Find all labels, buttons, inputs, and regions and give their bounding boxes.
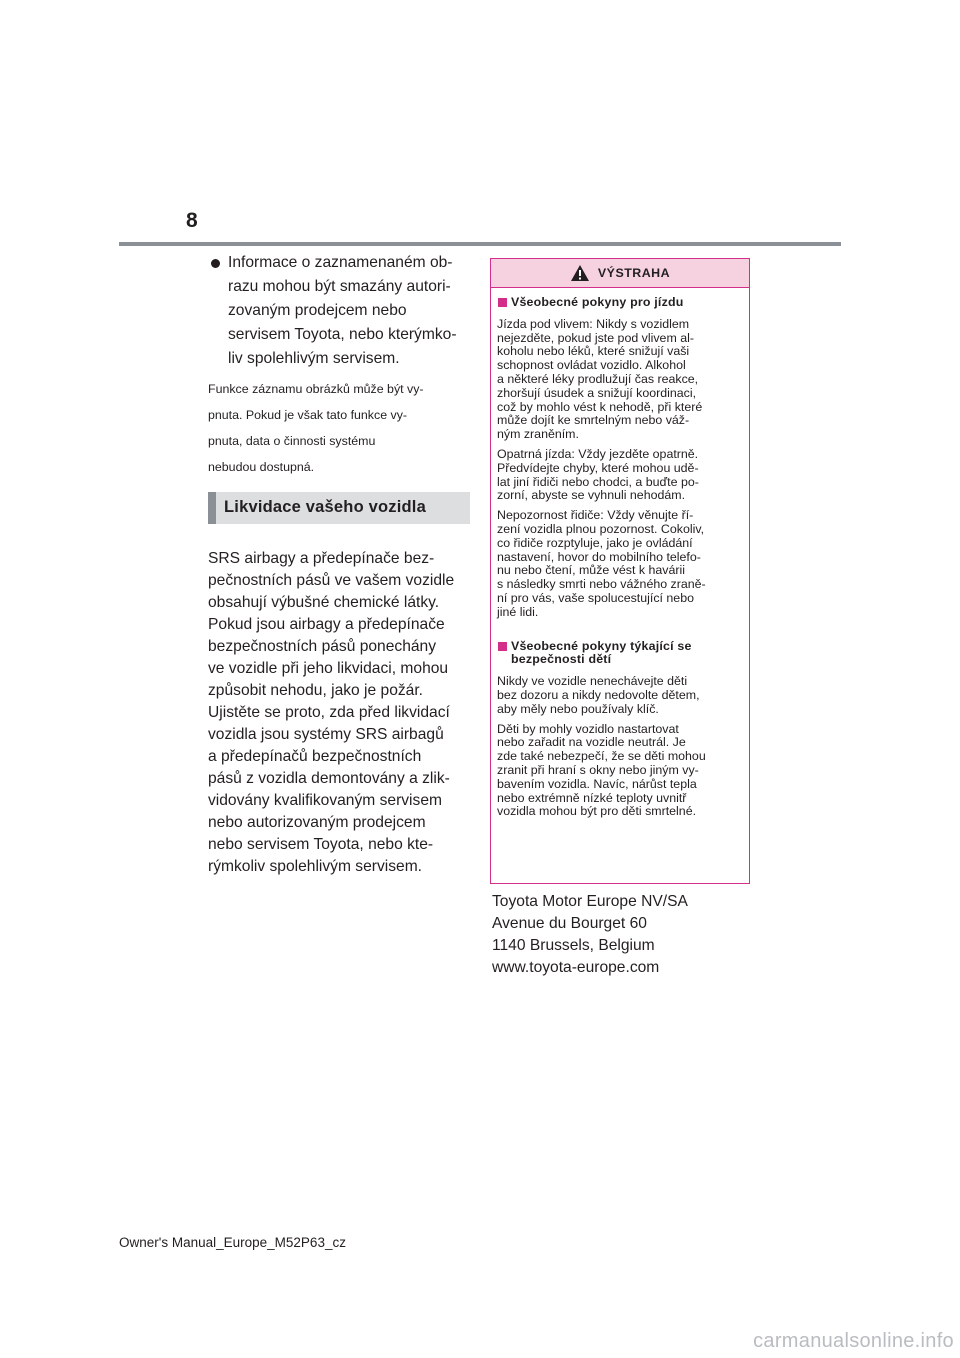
body-line: Pokud jsou airbagy a předepínače bbox=[208, 615, 445, 633]
warning-line: s následky smrti nebo vážného zraně- bbox=[497, 577, 706, 592]
warning-line: bavením vozidla. Navíc, nárůst tepla bbox=[497, 776, 697, 791]
warning-line: zorní, abyste se vyhnuli nehodám. bbox=[497, 488, 686, 503]
note-line: pnuta, data o činnosti systému bbox=[208, 434, 376, 449]
note-line: Funkce záznamu obrázků může být vy- bbox=[208, 382, 424, 397]
footer-text: Owner's Manual_Europe_M52P63_cz bbox=[119, 1235, 346, 1250]
warning-line: lat jiní řidiči nebo chodci, a buďte po- bbox=[497, 474, 699, 489]
warning-line: Předvídejte chyby, které mohou udě- bbox=[497, 460, 699, 475]
warning-line: zde také nebezpečí, že se děti mohou bbox=[497, 749, 706, 764]
section-heading bbox=[208, 492, 470, 524]
body-line: vozidla jsou systémy SRS airbagů bbox=[208, 725, 444, 743]
spacer bbox=[497, 626, 741, 636]
warning-line: zranit při hraní s okny nebo jiným vy- bbox=[497, 762, 699, 777]
warning-paragraph bbox=[497, 509, 741, 619]
warning-paragraph bbox=[497, 448, 741, 503]
warning-line: Nepozornost řidiče: Vždy věnujte ří- bbox=[497, 508, 694, 523]
company-name: Toyota Motor Europe NV/SA bbox=[492, 893, 688, 910]
warning-line: zení vozidla plnou pozornost. Cokoliv, bbox=[497, 521, 705, 536]
body-line: obsahují výbušné chemické látky. bbox=[208, 593, 440, 611]
city-address: 1140 Brussels, Belgium bbox=[492, 937, 655, 954]
body-line: rýmkoliv spolehlivým servisem. bbox=[208, 857, 423, 875]
warning-line: koholu nebo léků, které snižují vaši bbox=[497, 344, 690, 359]
warning-line: schopnost ovládat vozidlo. Alkohol bbox=[497, 358, 686, 373]
bullet-line: razu mohou být smazány autori- bbox=[228, 278, 451, 295]
warning-line: Jízda pod vlivem: Nikdy s vozidlem bbox=[497, 316, 690, 331]
left-column bbox=[208, 251, 470, 878]
warning-box bbox=[490, 258, 750, 884]
note-line: nebudou dostupná. bbox=[208, 460, 315, 475]
warning-line: nastavení, hovor do mobilního telefo- bbox=[497, 549, 701, 564]
warning-paragraph bbox=[497, 318, 741, 442]
square-bullet-icon bbox=[498, 298, 507, 307]
body-line: nebo autorizovaným prodejcem bbox=[208, 813, 426, 831]
bullet-line: Informace o zaznamenaném ob- bbox=[228, 254, 453, 271]
body-line: a předepínačů bezpečnostních bbox=[208, 747, 422, 765]
watermark: carmanualsonline.info bbox=[753, 1330, 954, 1352]
warning-line: může dojít ke smrtelným nebo váž- bbox=[497, 413, 690, 428]
body-line: vidovány kvalifikovaným servisem bbox=[208, 791, 442, 809]
warning-line: nebo extrémně nízké teploty uvnitř bbox=[497, 790, 687, 805]
warning-line: nejezděte, pokud jste pod vlivem al- bbox=[497, 330, 694, 345]
warning-line: vozidla mohou být pro děti smrtelné. bbox=[497, 804, 697, 819]
warning-subheading bbox=[497, 640, 741, 668]
warning-line: nu nebo čtení, může vést k havárii bbox=[497, 563, 686, 578]
warning-subheading bbox=[497, 296, 741, 310]
body-line: pečnostních pásů ve vašem vozidle bbox=[208, 571, 455, 589]
body-line: ve vozidle při jeho likvidaci, mohou bbox=[208, 659, 449, 677]
address-block bbox=[492, 891, 688, 979]
warning-line: Opatrná jízda: Vždy jezděte opatrně. bbox=[497, 446, 699, 461]
body-line: SRS airbagy a předepínače bez- bbox=[208, 549, 435, 567]
street-address: Avenue du Bourget 60 bbox=[492, 915, 647, 932]
section-title: Likvidace vašeho vozidla bbox=[224, 498, 426, 517]
warning-triangle-icon bbox=[570, 264, 590, 282]
warning-line: co řidiče rozptyluje, jako je ovládání bbox=[497, 535, 693, 550]
warning-line: aby měly nebo používaly klíč. bbox=[497, 701, 659, 716]
warning-line: a některé léky prodlužují čas reakce, bbox=[497, 371, 699, 386]
bullet-line: servisem Toyota, nebo kterýmko- bbox=[228, 326, 457, 343]
body-line: nebo servisem Toyota, nebo kte- bbox=[208, 835, 434, 853]
body-line: bezpečnostních pásů ponechány bbox=[208, 637, 437, 655]
bullet-item bbox=[208, 251, 470, 371]
warning-line: což by mohlo vést k nehodě, při které bbox=[497, 399, 703, 414]
page-number: 8 bbox=[186, 209, 198, 232]
note bbox=[208, 383, 470, 474]
body-line: Ujistěte se proto, zda před likvidací bbox=[208, 703, 450, 721]
square-bullet-icon bbox=[498, 642, 507, 651]
header-rule bbox=[119, 242, 841, 246]
warning-line: zhoršují úsudek a snižují koordinaci, bbox=[497, 385, 697, 400]
warning-header bbox=[491, 259, 749, 288]
warning-line: bez dozoru a nikdy nedovolte dětem, bbox=[497, 687, 700, 702]
bullet-dot-icon bbox=[211, 259, 220, 268]
warning-subheading-text: Všeobecné pokyny pro jízdu bbox=[511, 295, 684, 309]
body-line: způsobit nehodu, jako je požár. bbox=[208, 681, 423, 699]
bullet-line: zovaným prodejcem nebo bbox=[228, 302, 407, 319]
warning-title: VÝSTRAHA bbox=[597, 266, 671, 280]
body-line: pásů z vozidla demontovány a zlik- bbox=[208, 769, 450, 787]
warning-subheading-text: bezpečnosti dětí bbox=[511, 652, 612, 667]
warning-paragraph bbox=[497, 723, 741, 820]
warning-line: ným zraněním. bbox=[497, 427, 579, 442]
warning-line: Nikdy ve vozidle nenechávejte děti bbox=[497, 674, 688, 689]
warning-line: ní pro vás, vaše spolucestující nebo bbox=[497, 590, 694, 605]
warning-line: nebo zařadit na vozidle neutrál. Je bbox=[497, 735, 686, 750]
note-line: pnuta. Pokud je však tato funkce vy- bbox=[208, 408, 408, 423]
body-text bbox=[208, 548, 470, 878]
warning-body bbox=[491, 288, 749, 819]
warning-subheading-text: Všeobecné pokyny týkající se bbox=[511, 638, 692, 653]
warning-paragraph bbox=[497, 675, 741, 716]
warning-line: Děti by mohly vozidlo nastartovat bbox=[497, 721, 679, 736]
section-heading-bar bbox=[208, 492, 216, 524]
bullet-line: liv spolehlivým servisem. bbox=[228, 350, 400, 367]
website-link[interactable]: www.toyota-europe.com bbox=[492, 959, 660, 976]
warning-line: jiné lidi. bbox=[497, 604, 539, 619]
